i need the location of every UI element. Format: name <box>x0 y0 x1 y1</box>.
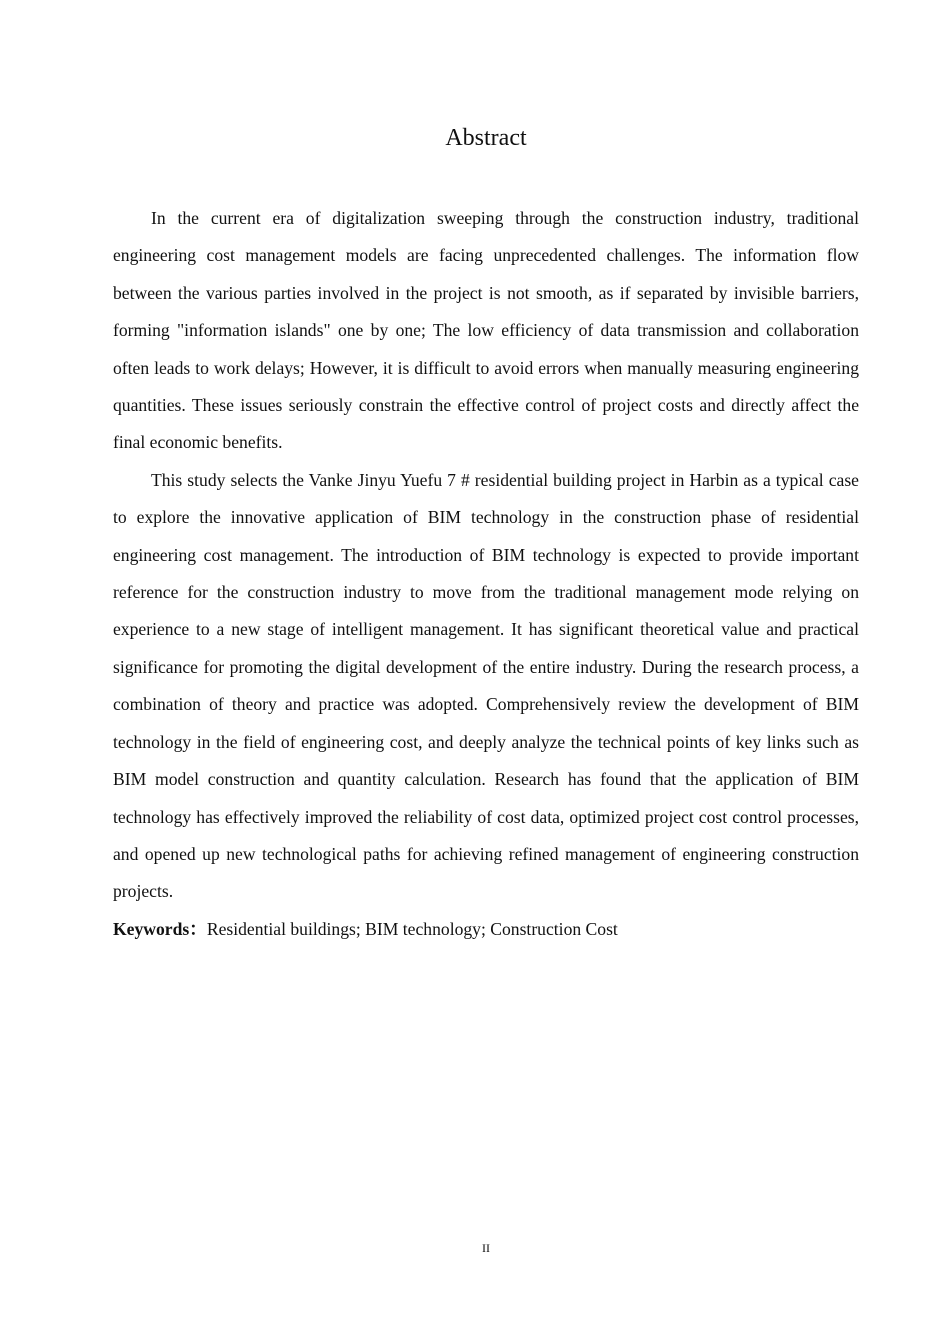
keywords-line <box>113 911 859 948</box>
abstract-paragraph-2: This study selects the Vanke Jinyu Yuefu 7 # residential building project in Harbin as a typical case to explore the innovative application of BIM technology in the construction phase of residential engineering cost management. The introduction of BIM technology is expected to provide important reference for the construction industry to move from the traditional management mode relying on experience to a new stage of intelligent management. It has significant theoretical value and practical significance for promoting the digital development of the entire industry. During the research process, a combination of theory and practice was adopted. Comprehensively review the development of BIM technology in the field of engineering cost, and deeply analyze the technical points of key links such as BIM model construction and quantity calculation. Research has found that the application of BIM technology has effectively improved the reliability of cost data, optimized project cost control processes, and opened up new technological paths for achieving refined management of engineering construction projects. <box>113 469 859 902</box>
keywords-label: Keywords： <box>113 918 207 939</box>
abstract-body <box>113 200 859 948</box>
page-number: II <box>482 1241 490 1255</box>
page-title: Abstract <box>445 125 527 151</box>
keywords-value: Residential buildings; BIM technology; Construction Cost <box>206 918 618 939</box>
abstract-paragraph-1: In the current era of digitalization sweeping through the construction industry, traditional engineering cost management models are facing unprecedented challenges. The information flow between the various parties involved in the project is not smooth, as if separated by invisible barriers, forming "information islands" one by one; The low efficiency of data transmission and collaboration often leads to work delays; However, it is difficult to avoid errors when manually measuring engineering quantities. These issues seriously constrain the effective control of project costs and directly affect the final economic benefits. <box>113 208 859 453</box>
